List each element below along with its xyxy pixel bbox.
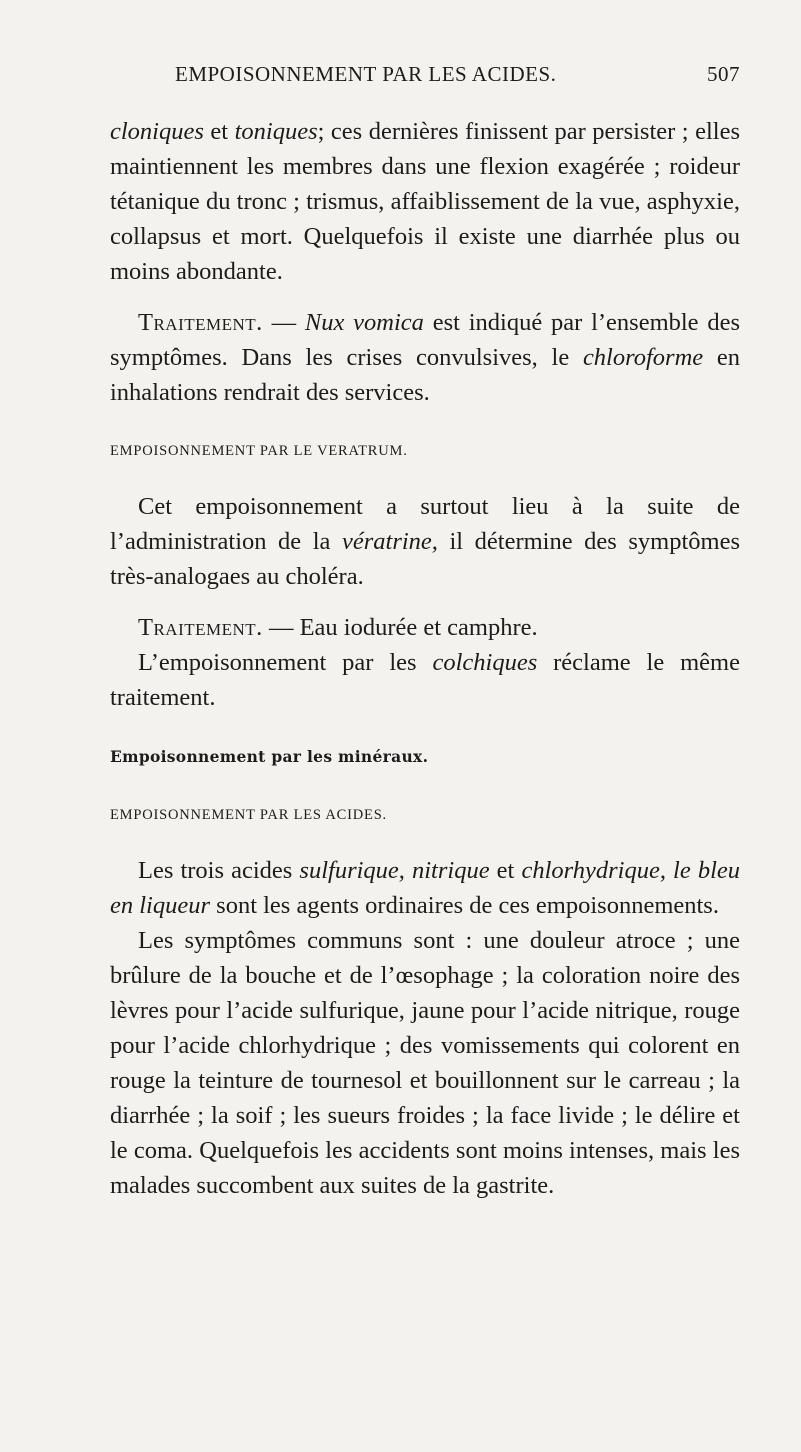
paragraph-treatment-iodine: Traitement. — Eau iodurée et camphre.: [138, 614, 538, 641]
italic-term: Nux vomica: [304, 309, 424, 336]
section-heading-veratrum: EMPOISONNEMENT PAR LE VERATRUM.: [110, 443, 408, 459]
page-number: 507: [707, 62, 740, 86]
italic-term: sulfurique, nitrique: [299, 857, 490, 884]
italic-term: vératrine,: [341, 528, 438, 555]
italic-term: toniques: [234, 118, 318, 145]
section-heading-acids: EMPOISONNEMENT PAR LES ACIDES.: [110, 807, 387, 823]
italic-term: colchiques: [432, 649, 538, 676]
paragraph-treatment-nux: Traitement. — Nux vomica est indiqué par l’ensemble des symptômes. Dans les crises convulsives, le chloroforme en inhalations rendrait des services.: [110, 309, 741, 406]
running-head: [175, 62, 740, 92]
treatment-lead: Traitement.: [138, 614, 263, 641]
italic-term: chlorhydrique, le bleu en liqueur: [110, 857, 740, 919]
paragraph-symptoms-continued: cloniques et toniques; ces dernières finissent par persister ; elles maintiennent les membres dans une flexion exagérée ; roideur tétanique du tronc ; trismus, affaiblissement de la vue, asphyxie, collapsus et mort. Quelquefois il existe une diarrhée plus ou moins abondante.: [110, 118, 740, 285]
italic-term: cloniques: [110, 118, 204, 145]
paragraph-acids-agents: Les trois acides sulfurique, nitrique et chlorhydrique, le bleu en liqueur sont les agents ordinaires de ces empoisonnements.: [110, 857, 740, 919]
paragraph-colchiques: L’empoisonnement par les colchiques réclame le même traitement.: [110, 649, 740, 711]
paragraph-acids-symptoms: Les symptômes communs sont : une douleur atroce ; une brûlure de la bouche et de l’œsophage ; la coloration noire des lèvres pour l’acide sulfurique, jaune pour l’acide nitrique, rouge pour l’acide chlorhydrique ; des vomissements qui colorent en rouge la teinture de tournesol et bouillonnent sur le carreau ; la diarrhée ; la soif ; les sueurs froides ; la face livide ; le délire et le coma. Quelquefois les accidents sont moins intenses, mais les malades succombent aux suites de la gastrite.: [110, 927, 740, 1199]
body-text: [110, 114, 740, 1203]
running-title: EMPOISONNEMENT PAR LES ACIDES.: [175, 62, 557, 86]
italic-term: chloroforme: [582, 344, 704, 371]
paragraph-veratrum: Cet empoisonnement a surtout lieu à la suite de l’administration de la vératrine, il détermine des symptômes très-analogaes au choléra.: [110, 493, 740, 590]
section-heading-minerals: Empoisonnement par les minéraux.: [110, 747, 429, 766]
treatment-lead: Traitement.: [138, 309, 263, 336]
